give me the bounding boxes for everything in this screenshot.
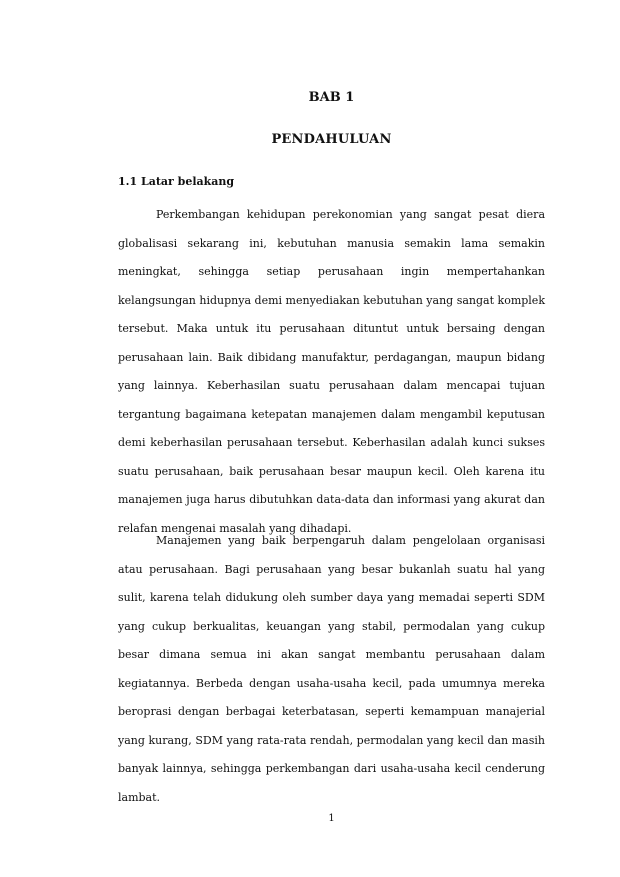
page-number: 1 bbox=[328, 813, 335, 824]
chapter-number: BAB 1 bbox=[308, 90, 355, 105]
body-paragraph: Perkembangan kehidupan perekonomian yang sangat pesat diera globalisasi sekarang ini, kebutuhan manusia semakin lama semakin meningkat, sehingga setiap perusahaan ingin mempertahankan kelangsungan hidupnya demi menyediakan kebutuhan yang sangat komplek tersebut. Maka untuk itu perusahaan dituntut untuk bersaing dengan perusahaan lain. Baik dibidang manufaktur, perdagangan, maupun bidang yang lainnya. Keberhasilan suatu perusahaan dalam mencapai tujuan tergantung bagaimana ketepatan manajemen dalam mengambil keputusan demi keberhasilan perusahaan tersebut. Keberhasilan adalah kunci sukses suatu perusahaan, baik perusahaan besar maupun kecil. Oleh karena itu manajemen juga harus dibutuhkan data-data dan informasi yang akurat dan relafan mengenai masalah yang dihadapi. bbox=[118, 208, 545, 536]
section-heading: 1.1 Latar belakang bbox=[118, 175, 235, 188]
body-paragraph: Manajemen yang baik berpengaruh dalam pengelolaan organisasi atau perusahaan. Bagi perusahaan yang besar bukanlah suatu hal yang sulit, karena telah didukung oleh sumber daya yang memadai seperti SDM yang cukup berkualitas, keuangan yang stabil, permodalan yang cukup besar dimana semua ini akan sangat membantu perusahaan dalam kegiatannya. Berbeda dengan usaha-usaha kecil, pada umumnya mereka beroprasi dengan berbagai keterbatasan, seperti kemampuan manajerial yang kurang, SDM yang rata-rata rendah, permodalan yang kecil dan masih banyak lainnya, sehingga perkembangan dari usaha-usaha kecil cenderung lambat. bbox=[118, 534, 545, 804]
chapter-title: PENDAHULUAN bbox=[271, 132, 392, 147]
